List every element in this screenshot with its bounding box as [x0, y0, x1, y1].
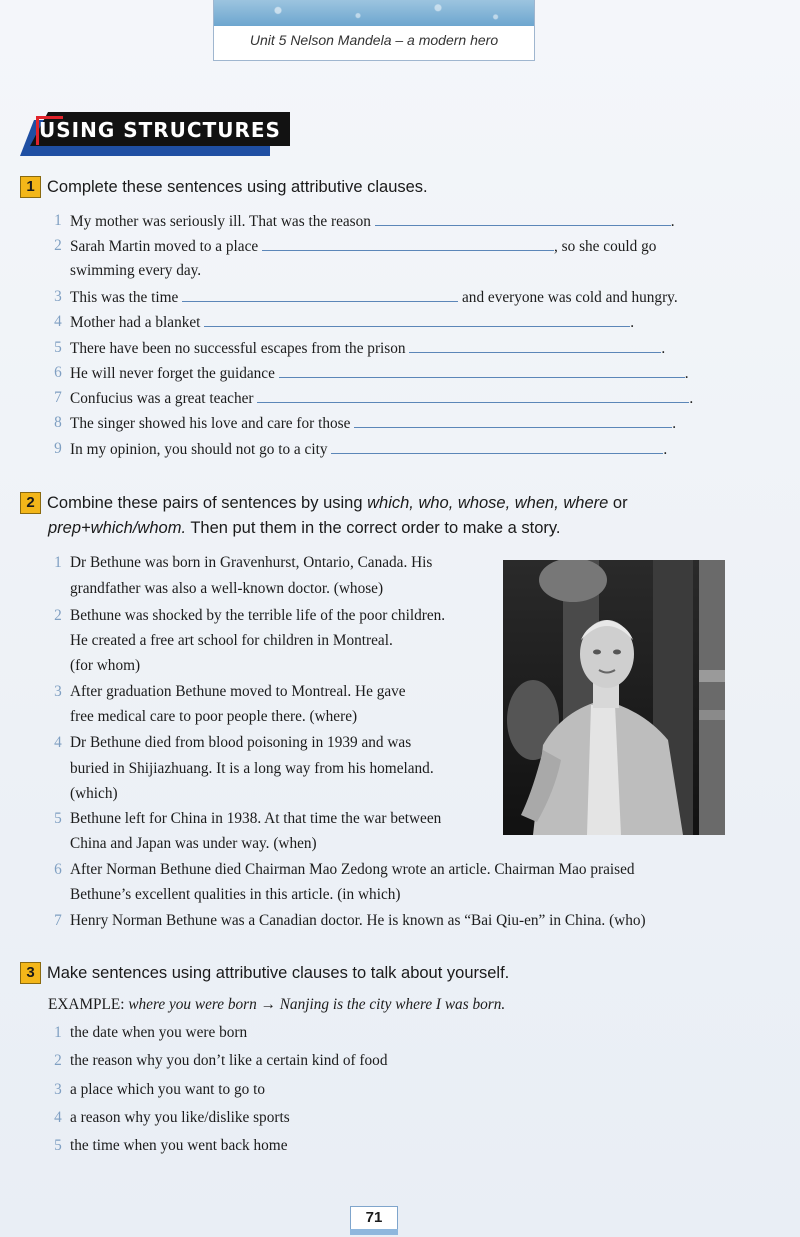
answer-blank[interactable] [409, 339, 661, 353]
list-item: 5 There have been no successful escapes from the prison . [54, 339, 666, 357]
answer-blank[interactable] [354, 414, 672, 428]
answer-blank[interactable] [257, 389, 689, 403]
list-item: 7 Henry Norman Bethune was a Canadian doctor. He is known as “Bai Qiu-en” in China. (who) [54, 912, 646, 929]
answer-blank[interactable] [204, 313, 630, 327]
list-item: 7 Confucius was a great teacher . [54, 389, 694, 407]
answer-blank[interactable] [375, 212, 671, 226]
exercise-number-badge: 1 [20, 176, 41, 198]
example-line: EXAMPLE: where you were born → Nanjing is the city where I was born. [48, 996, 506, 1013]
answer-blank[interactable] [182, 288, 458, 302]
list-item: 6 He will never forget the guidance . [54, 364, 689, 382]
list-item: 5 Bethune left for China in 1938. At that time the war between [54, 810, 442, 827]
answer-blank[interactable] [279, 364, 685, 378]
list-item: 4 Mother had a blanket . [54, 313, 635, 331]
list-item: 2 Sarah Martin moved to a place , so she could go [54, 237, 657, 255]
list-item-continuation: swimming every day. [70, 262, 202, 279]
list-item: 1 Dr Bethune was born in Gravenhurst, Ontario, Canada. His [54, 554, 433, 571]
list-item: 3 After graduation Bethune moved to Montreal. He gave [54, 683, 406, 700]
section-title: USING STRUCTURES [39, 118, 281, 142]
exercise-2-header-line2: prep+which/whom. Then put them in the correct order to make a story. [48, 519, 561, 537]
list-item: 2 the reason why you don’t like a certain kind of food [54, 1052, 388, 1069]
list-item: 5 the time when you went back home [54, 1137, 288, 1154]
exercise-number-badge: 2 [20, 492, 41, 514]
exercise-3-header: 3 Make sentences using attributive clauses to talk about yourself. [20, 962, 509, 984]
unit-header [213, 0, 535, 61]
exercise-instruction: Complete these sentences using attributive clauses. [47, 178, 428, 196]
answer-blank[interactable] [262, 237, 554, 251]
list-item: 6 After Norman Bethune died Chairman Mao Zedong wrote an article. Chairman Mao praised [54, 861, 635, 878]
list-item: 1 the date when you were born [54, 1024, 248, 1041]
list-item: 8 The singer showed his love and care for those . [54, 414, 677, 432]
exercise-1-header [20, 176, 428, 198]
list-item: 2 Bethune was shocked by the terrible life of the poor children. [54, 607, 446, 624]
list-item: 3 a place which you want to go to [54, 1081, 265, 1098]
list-item: 9 In my opinion, you should not go to a city . [54, 440, 668, 458]
list-item: 1 My mother was seriously ill. That was the reason . [54, 212, 675, 230]
section-banner [20, 112, 280, 160]
exercise-2-header: 2 Combine these pairs of sentences by using which, who, whose, when, where or [20, 492, 628, 514]
exercise-number-badge: 3 [20, 962, 41, 984]
list-item: 4 a reason why you like/dislike sports [54, 1109, 290, 1126]
answer-blank[interactable] [331, 440, 663, 454]
bethune-photo [503, 560, 725, 835]
arrow-icon: → [260, 996, 276, 1013]
list-item: 3 This was the time and everyone was cold and hungry. [54, 288, 678, 306]
header-water-image [214, 0, 534, 26]
list-item: 4 Dr Bethune died from blood poisoning in 1939 and was [54, 734, 412, 751]
unit-title: Unit 5 Nelson Mandela – a modern hero [249, 32, 499, 48]
page-number: 71 [350, 1206, 398, 1232]
page-number-bar [350, 1229, 398, 1235]
